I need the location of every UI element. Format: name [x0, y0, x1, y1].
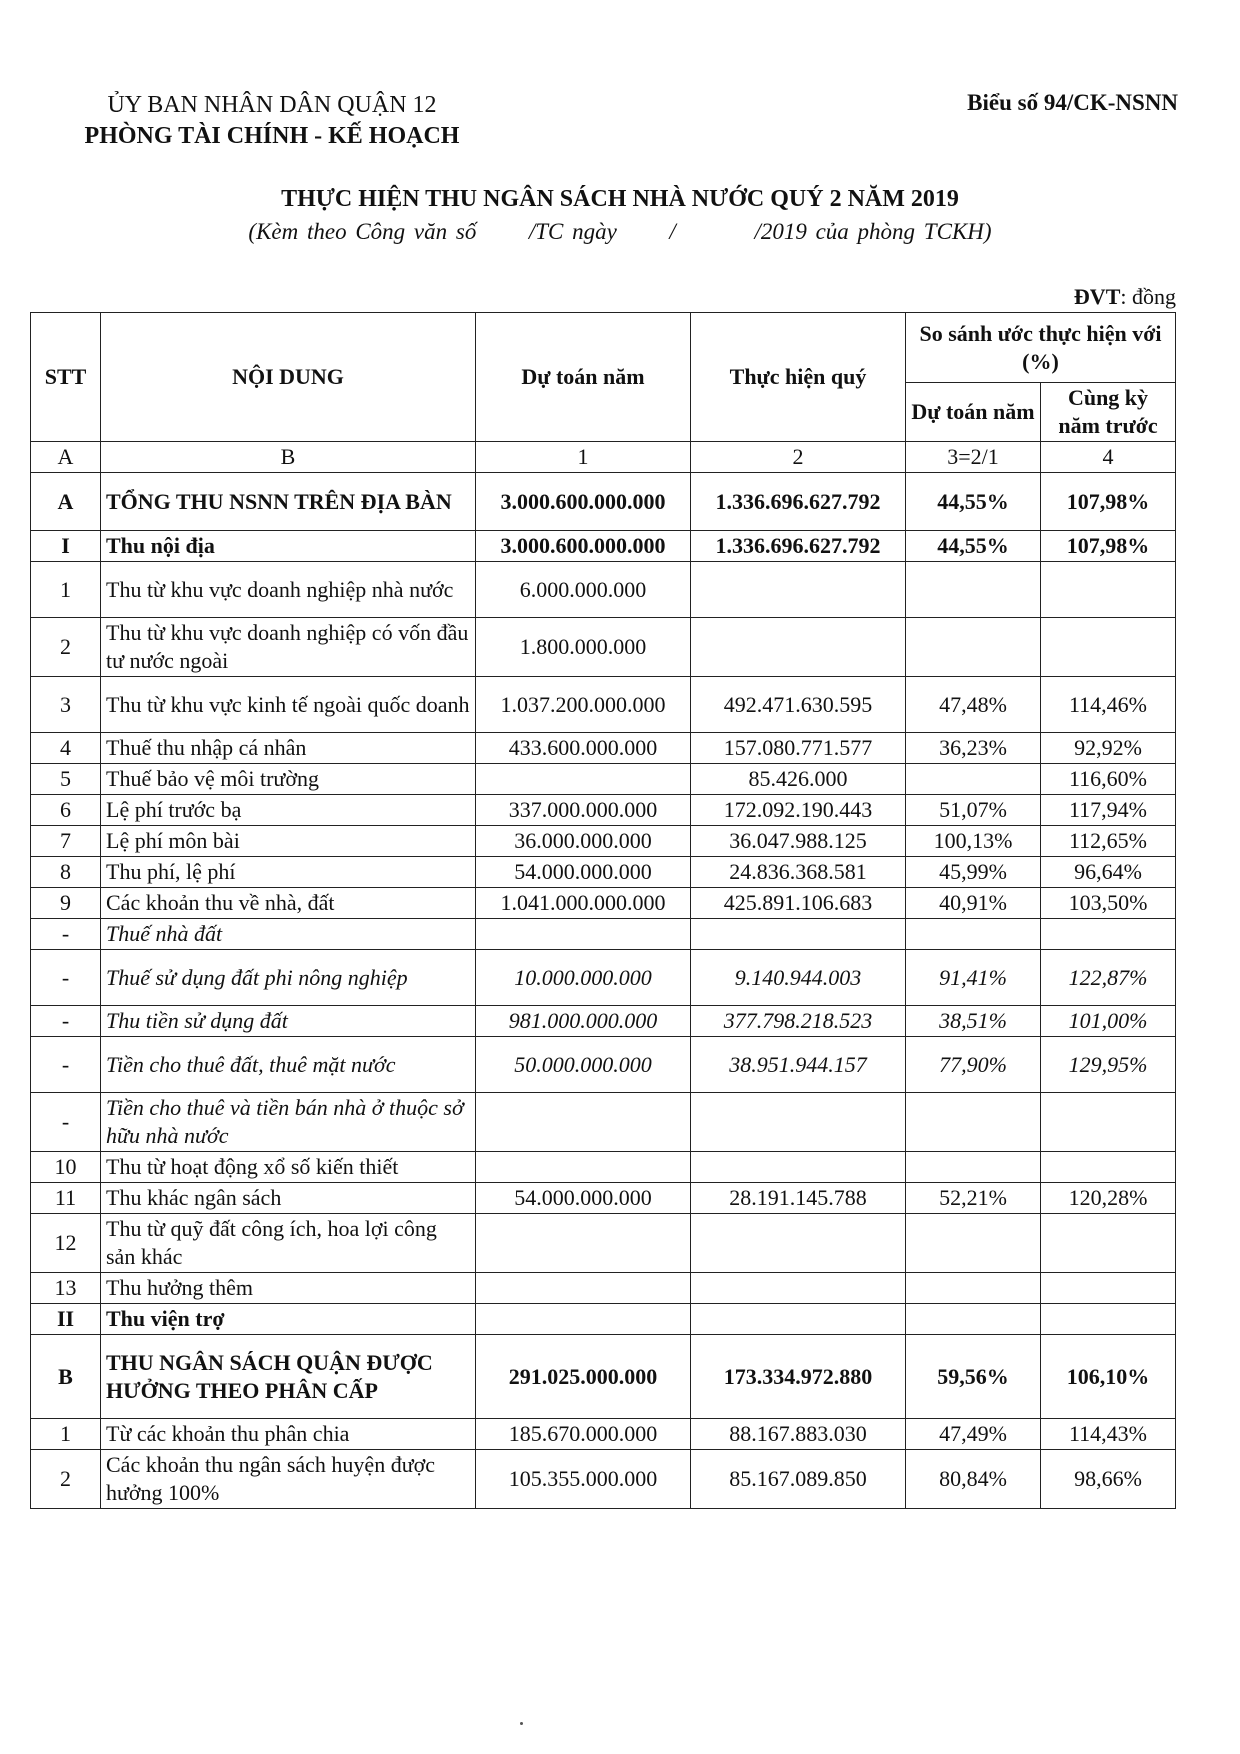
- row-actual: 36.047.988.125: [691, 826, 906, 857]
- row-budget: [476, 1214, 691, 1273]
- row-pct-budget: [906, 1152, 1041, 1183]
- table-row: [31, 764, 1176, 795]
- row-stt: -: [31, 1037, 101, 1093]
- row-pct-budget: [906, 919, 1041, 950]
- row-content: Tiền cho thuê và tiền bán nhà ở thuộc sở hữu nhà nước: [101, 1093, 476, 1152]
- row-pct-prev: 117,94%: [1041, 795, 1176, 826]
- row-stt: A: [31, 473, 101, 531]
- row-pct-prev: [1041, 1304, 1176, 1335]
- row-stt: 10: [31, 1152, 101, 1183]
- row-pct-budget: [906, 562, 1041, 618]
- row-pct-prev: [1041, 1093, 1176, 1152]
- table-row: [31, 1183, 1176, 1214]
- row-pct-prev: [1041, 618, 1176, 677]
- row-budget: [476, 1273, 691, 1304]
- row-pct-budget: 44,55%: [906, 473, 1041, 531]
- row-pct-budget: [906, 764, 1041, 795]
- row-pct-budget: 80,84%: [906, 1450, 1041, 1509]
- row-budget: 3.000.600.000.000: [476, 473, 691, 531]
- row-pct-budget: 91,41%: [906, 950, 1041, 1006]
- table-row: [31, 733, 1176, 764]
- row-content: TỔNG THU NSNN TRÊN ĐỊA BÀN: [101, 473, 476, 531]
- table-row: [31, 677, 1176, 733]
- row-stt: 6: [31, 795, 101, 826]
- form-code: Biểu số 94/CK-NSNN: [967, 90, 1178, 115]
- row-budget: 291.025.000.000: [476, 1335, 691, 1419]
- row-pct-prev: [1041, 1214, 1176, 1273]
- scan-speck: [520, 1722, 523, 1725]
- row-pct-budget: 77,90%: [906, 1037, 1041, 1093]
- table-row: [31, 795, 1176, 826]
- row-pct-budget: 40,91%: [906, 888, 1041, 919]
- row-budget: 1.800.000.000: [476, 618, 691, 677]
- row-pct-prev: 116,60%: [1041, 764, 1176, 795]
- unit-key: ĐVT: [1073, 284, 1121, 309]
- row-budget: 36.000.000.000: [476, 826, 691, 857]
- row-stt: -: [31, 950, 101, 1006]
- row-content: Tiền cho thuê đất, thuê mặt nước: [101, 1037, 476, 1093]
- row-stt: 5: [31, 764, 101, 795]
- row-stt: 11: [31, 1183, 101, 1214]
- table-row: [31, 1214, 1176, 1273]
- row-actual: 377.798.218.523: [691, 1006, 906, 1037]
- row-actual: [691, 1152, 906, 1183]
- row-stt: -: [31, 919, 101, 950]
- row-content: Thu từ khu vực kinh tế ngoài quốc doanh: [101, 677, 476, 733]
- row-pct-prev: [1041, 1273, 1176, 1304]
- row-stt: 1: [31, 1419, 101, 1450]
- row-pct-prev: [1041, 919, 1176, 950]
- row-stt: 2: [31, 618, 101, 677]
- row-pct-budget: [906, 1214, 1041, 1273]
- row-content: Thu từ khu vực doanh nghiệp có vốn đầu tư nước ngoài: [101, 618, 476, 677]
- row-pct-prev: 107,98%: [1041, 531, 1176, 562]
- row-budget: [476, 1093, 691, 1152]
- row-budget: [476, 1152, 691, 1183]
- row-content: Các khoản thu về nhà, đất: [101, 888, 476, 919]
- header-vs-budget: Dự toán năm: [906, 383, 1041, 442]
- row-actual: [691, 1214, 906, 1273]
- row-pct-budget: 47,49%: [906, 1419, 1041, 1450]
- row-stt: 8: [31, 857, 101, 888]
- row-pct-prev: 120,28%: [1041, 1183, 1176, 1214]
- row-pct-prev: 98,66%: [1041, 1450, 1176, 1509]
- row-stt: 3: [31, 677, 101, 733]
- row-actual: [691, 1093, 906, 1152]
- row-pct-prev: 92,92%: [1041, 733, 1176, 764]
- unit-value: : đồng: [1120, 284, 1176, 309]
- table-row: [31, 618, 1176, 677]
- row-content: Thuế nhà đất: [101, 919, 476, 950]
- table-row: [31, 531, 1176, 562]
- row-budget: 3.000.600.000.000: [476, 531, 691, 562]
- row-content: Thu từ khu vực doanh nghiệp nhà nước: [101, 562, 476, 618]
- unit-label: [1074, 284, 1176, 310]
- row-actual: 28.191.145.788: [691, 1183, 906, 1214]
- table-row: [31, 919, 1176, 950]
- row-budget: [476, 764, 691, 795]
- table-body: [31, 473, 1176, 1509]
- row-pct-prev: 107,98%: [1041, 473, 1176, 531]
- row-budget: 105.355.000.000: [476, 1450, 691, 1509]
- row-actual: 173.334.972.880: [691, 1335, 906, 1419]
- column-index-cell: B: [101, 442, 476, 473]
- row-actual: 9.140.944.003: [691, 950, 906, 1006]
- table-row: [31, 1093, 1176, 1152]
- row-budget: 337.000.000.000: [476, 795, 691, 826]
- header-content: NỘI DUNG: [101, 313, 476, 442]
- row-budget: 6.000.000.000: [476, 562, 691, 618]
- column-index-cell: 3=2/1: [906, 442, 1041, 473]
- row-stt: 1: [31, 562, 101, 618]
- row-actual: 85.426.000: [691, 764, 906, 795]
- row-pct-prev: 101,00%: [1041, 1006, 1176, 1037]
- row-actual: [691, 618, 906, 677]
- table-row: [31, 1450, 1176, 1509]
- row-budget: 54.000.000.000: [476, 857, 691, 888]
- table-row: [31, 1419, 1176, 1450]
- header-budget: Dự toán năm: [476, 313, 691, 442]
- row-content: Thu từ hoạt động xổ số kiến thiết: [101, 1152, 476, 1183]
- row-content: Thu phí, lệ phí: [101, 857, 476, 888]
- row-pct-budget: 52,21%: [906, 1183, 1041, 1214]
- row-pct-prev: 122,87%: [1041, 950, 1176, 1006]
- column-index-cell: 1: [476, 442, 691, 473]
- row-content: Thuế bảo vệ môi trường: [101, 764, 476, 795]
- row-stt: -: [31, 1093, 101, 1152]
- row-pct-prev: [1041, 1152, 1176, 1183]
- row-stt: -: [31, 1006, 101, 1037]
- row-pct-prev: 129,95%: [1041, 1037, 1176, 1093]
- issuer-block: [62, 90, 482, 152]
- row-stt: 2: [31, 1450, 101, 1509]
- row-pct-budget: [906, 618, 1041, 677]
- row-content: Thu nội địa: [101, 531, 476, 562]
- row-budget: 1.041.000.000.000: [476, 888, 691, 919]
- table-row: [31, 473, 1176, 531]
- table-row: [31, 950, 1176, 1006]
- table-row: [31, 888, 1176, 919]
- row-content: Thu hưởng thêm: [101, 1273, 476, 1304]
- document-subtitle: (Kèm theo Công văn số /TC ngày / /2019 của phòng TCKH): [248, 219, 992, 244]
- row-budget: 50.000.000.000: [476, 1037, 691, 1093]
- row-pct-prev: [1041, 562, 1176, 618]
- row-actual: 38.951.944.157: [691, 1037, 906, 1093]
- row-content: Thu từ quỹ đất công ích, hoa lợi công sản khác: [101, 1214, 476, 1273]
- document-title: THỰC HIỆN THU NGÂN SÁCH NHÀ NƯỚC QUÝ 2 NĂM 2019: [281, 186, 959, 212]
- header-compare: So sánh ước thực hiện với (%): [906, 313, 1176, 383]
- row-actual: [691, 1304, 906, 1335]
- row-pct-budget: [906, 1273, 1041, 1304]
- row-content: Thuế sử dụng đất phi nông nghiệp: [101, 950, 476, 1006]
- row-content: Lệ phí môn bài: [101, 826, 476, 857]
- row-pct-budget: 36,23%: [906, 733, 1041, 764]
- table-row: [31, 1304, 1176, 1335]
- header-stt: STT: [31, 313, 101, 442]
- row-stt: 12: [31, 1214, 101, 1273]
- row-content: Thu viện trợ: [101, 1304, 476, 1335]
- row-pct-budget: 44,55%: [906, 531, 1041, 562]
- row-budget: 433.600.000.000: [476, 733, 691, 764]
- row-budget: 185.670.000.000: [476, 1419, 691, 1450]
- row-actual: [691, 1273, 906, 1304]
- row-stt: B: [31, 1335, 101, 1419]
- row-stt: II: [31, 1304, 101, 1335]
- issuer-department: PHÒNG TÀI CHÍNH - KẾ HOẠCH: [84, 123, 460, 149]
- row-actual: 24.836.368.581: [691, 857, 906, 888]
- table-row: [31, 1152, 1176, 1183]
- row-pct-budget: [906, 1093, 1041, 1152]
- row-actual: 1.336.696.627.792: [691, 473, 906, 531]
- table-header: [31, 313, 1176, 473]
- row-actual: 88.167.883.030: [691, 1419, 906, 1450]
- row-content: Thu tiền sử dụng đất: [101, 1006, 476, 1037]
- table-row: [31, 826, 1176, 857]
- row-content: Thu khác ngân sách: [101, 1183, 476, 1214]
- row-budget: [476, 1304, 691, 1335]
- row-pct-prev: 112,65%: [1041, 826, 1176, 857]
- column-index-cell: 4: [1041, 442, 1176, 473]
- row-budget: 10.000.000.000: [476, 950, 691, 1006]
- table-row: [31, 1037, 1176, 1093]
- row-actual: 157.080.771.577: [691, 733, 906, 764]
- row-actual: [691, 919, 906, 950]
- table-row: [31, 857, 1176, 888]
- row-actual: [691, 562, 906, 618]
- row-content: Thuế thu nhập cá nhân: [101, 733, 476, 764]
- row-actual: 425.891.106.683: [691, 888, 906, 919]
- row-pct-budget: 45,99%: [906, 857, 1041, 888]
- column-index-cell: A: [31, 442, 101, 473]
- row-pct-prev: 96,64%: [1041, 857, 1176, 888]
- row-stt: 9: [31, 888, 101, 919]
- row-pct-prev: 114,43%: [1041, 1419, 1176, 1450]
- column-index-row: [31, 442, 1176, 473]
- row-pct-budget: 59,56%: [906, 1335, 1041, 1419]
- row-pct-prev: 106,10%: [1041, 1335, 1176, 1419]
- row-content: Từ các khoản thu phân chia: [101, 1419, 476, 1450]
- row-stt: I: [31, 531, 101, 562]
- row-stt: 13: [31, 1273, 101, 1304]
- table-row: [31, 1006, 1176, 1037]
- row-budget: 1.037.200.000.000: [476, 677, 691, 733]
- row-stt: 4: [31, 733, 101, 764]
- row-pct-budget: 51,07%: [906, 795, 1041, 826]
- row-content: THU NGÂN SÁCH QUẬN ĐƯỢC HƯỞNG THEO PHÂN CẤP: [101, 1335, 476, 1419]
- revenue-table: [30, 312, 1176, 1509]
- row-budget: [476, 919, 691, 950]
- table-row: [31, 1273, 1176, 1304]
- row-actual: 1.336.696.627.792: [691, 531, 906, 562]
- row-budget: 54.000.000.000: [476, 1183, 691, 1214]
- row-content: Các khoản thu ngân sách huyện được hưởng 100%: [101, 1450, 476, 1509]
- row-pct-budget: 100,13%: [906, 826, 1041, 857]
- row-content: Lệ phí trước bạ: [101, 795, 476, 826]
- header-vs-prev: Cùng kỳ năm trước: [1041, 383, 1176, 442]
- row-actual: 172.092.190.443: [691, 795, 906, 826]
- row-pct-prev: 103,50%: [1041, 888, 1176, 919]
- table-row: [31, 1335, 1176, 1419]
- table-row: [31, 562, 1176, 618]
- row-pct-prev: 114,46%: [1041, 677, 1176, 733]
- issuer-committee: ỦY BAN NHÂN DÂN QUẬN 12: [107, 92, 437, 118]
- row-pct-budget: 38,51%: [906, 1006, 1041, 1037]
- column-index-cell: 2: [691, 442, 906, 473]
- row-budget: 981.000.000.000: [476, 1006, 691, 1037]
- row-pct-budget: 47,48%: [906, 677, 1041, 733]
- row-stt: 7: [31, 826, 101, 857]
- header-actual: Thực hiện quý: [691, 313, 906, 442]
- row-actual: 492.471.630.595: [691, 677, 906, 733]
- row-pct-budget: [906, 1304, 1041, 1335]
- row-actual: 85.167.089.850: [691, 1450, 906, 1509]
